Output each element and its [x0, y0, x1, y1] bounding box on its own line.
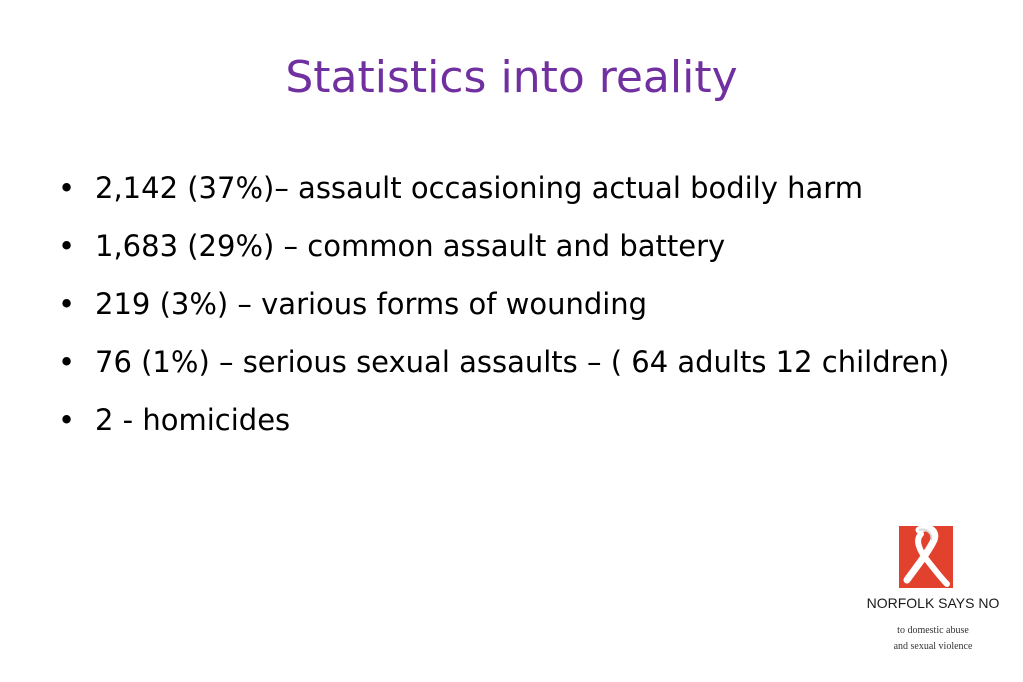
- bullet-text: 1,683 (29%) – common assault and battery: [95, 229, 726, 263]
- bullet-list: [58, 166, 958, 456]
- bullet-item: [58, 166, 958, 211]
- bullet-item: [58, 398, 958, 443]
- bullet-icon: •: [58, 229, 76, 263]
- norfolk-says-no-logo: [858, 523, 1008, 663]
- bullet-icon: •: [58, 171, 76, 205]
- bullet-text: 2 - homicides: [95, 403, 291, 437]
- bullet-item: [58, 224, 958, 269]
- logo-box: [899, 526, 953, 588]
- bullet-icon: •: [58, 287, 76, 321]
- bullet-icon: •: [58, 403, 76, 437]
- bullet-text: 76 (1%) – serious sexual assaults – ( 64 adults 12 children): [95, 345, 950, 379]
- logo-tagline: and sexual violence: [893, 641, 973, 652]
- logo-name: NORFOLK SAYS NO: [866, 595, 1000, 611]
- slide-title: Statistics into reality: [285, 52, 738, 103]
- bullet-item: [58, 340, 958, 385]
- bullet-icon: •: [58, 345, 76, 379]
- bullet-text: 2,142 (37%)– assault occasioning actual bodily harm: [95, 171, 863, 205]
- bullet-item: [58, 282, 958, 327]
- bullet-text: 219 (3%) – various forms of wounding: [95, 287, 648, 321]
- ribbon-icon: [899, 526, 953, 588]
- logo-tagline: to domestic abuse: [897, 625, 969, 636]
